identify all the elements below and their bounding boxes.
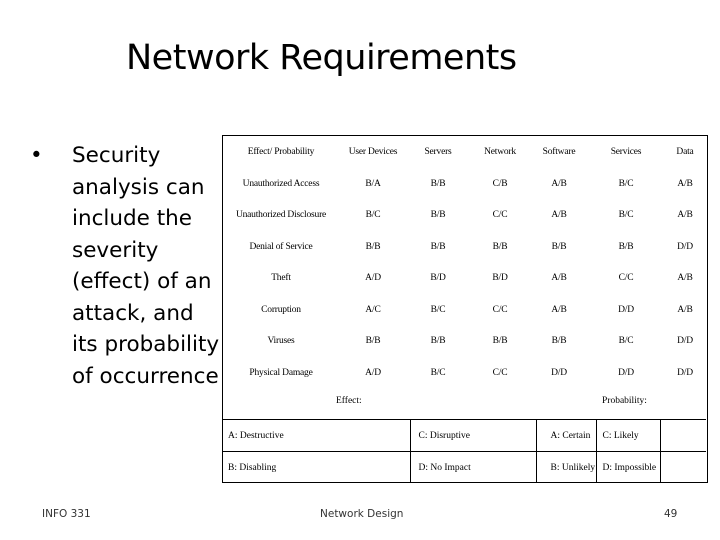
table-cell: A/B [677, 210, 693, 221]
effect-item: B: Disabling [222, 452, 410, 484]
probability-item: B: Unlikely [536, 452, 596, 484]
table-row [222, 168, 706, 200]
table-cell: C/C [492, 210, 508, 221]
table-cell: B/D [430, 273, 446, 284]
table-cell: A/B [551, 304, 567, 315]
table-row [222, 231, 706, 263]
table-cell: D/D [618, 304, 634, 315]
table-cell: D/D [551, 367, 567, 378]
table-header-row [222, 135, 706, 168]
bullet-line: analysis can [72, 174, 205, 200]
table-cell: B/C [618, 178, 634, 189]
bullet-symbol: • [30, 143, 43, 168]
table-cell: B/B [430, 178, 446, 189]
probability-item: C: Likely [596, 420, 660, 452]
table-cell: D/D [618, 367, 634, 378]
table-cell: A/B [677, 273, 693, 284]
bullet-line: (effect) of an [72, 269, 212, 294]
table-cell: A/D [365, 367, 381, 378]
header-cell: Services [610, 146, 642, 157]
table-row [222, 294, 706, 326]
footer-course: INFO 331 [42, 508, 91, 520]
legend-empty-cell [660, 452, 706, 484]
table-cell: B/C [430, 367, 446, 378]
header-cell: Data [676, 146, 694, 157]
table-cell: B/B [618, 241, 634, 252]
row-label: Corruption [261, 304, 301, 315]
legend-empty-cell [660, 420, 706, 452]
table-row [222, 326, 706, 358]
bullet-line: include the [72, 206, 193, 231]
table-cell: B/B [430, 241, 446, 252]
table-cell: A/B [677, 304, 693, 315]
table-cell: B/C [365, 210, 381, 221]
probability-heading: Probability: [602, 396, 647, 406]
header-cell: Network [484, 146, 516, 157]
bullet-line: of occurrence [72, 363, 219, 389]
legend-row [222, 452, 706, 484]
table-cell: B/B [492, 241, 508, 252]
table-cell: A/B [677, 178, 693, 189]
bullet-line: attack, and [72, 300, 194, 326]
legend-header-row [222, 383, 706, 420]
header-cell: User Devices [348, 146, 398, 157]
table-cell: B/B [551, 336, 567, 347]
legend-table [222, 383, 706, 483]
table-cell: B/C [618, 210, 634, 221]
table-cell: A/B [551, 210, 567, 221]
row-label: Theft [271, 273, 291, 284]
table-cell: C/C [492, 304, 508, 315]
probability-item: A: Certain [536, 420, 596, 452]
table-cell: A/B [551, 178, 567, 189]
footer-subject: Network Design [320, 508, 404, 520]
table-cell: B/C [430, 304, 446, 315]
table-cell: D/D [677, 336, 693, 347]
effect-item: D: No Impact [410, 452, 536, 484]
table-cell: B/B [430, 336, 446, 347]
effect-heading: Effect: [336, 396, 362, 406]
slide-title: Network Requirements [126, 38, 517, 78]
row-label: Denial of Service [249, 241, 313, 252]
legend-row [222, 420, 706, 452]
bullet-point [30, 140, 220, 392]
table-cell: B/B [365, 336, 381, 347]
header-cell: Effect/ Probability [247, 146, 315, 157]
row-label: Viruses [267, 336, 295, 347]
header-cell: Servers [424, 146, 452, 157]
bullet-line: its probability [72, 332, 220, 357]
row-label: Physical Damage [249, 367, 313, 378]
bullet-line: Security [72, 143, 161, 168]
table-row [222, 200, 706, 232]
footer-page-number: 49 [664, 508, 678, 520]
row-label: Unauthorized Access [242, 178, 320, 189]
table-cell: D/D [677, 367, 693, 378]
table-cell: C/B [492, 178, 508, 189]
table-cell: B/D [492, 273, 508, 284]
table-cell: B/B [365, 241, 381, 252]
table-cell: D/D [677, 241, 693, 252]
table-cell: A/D [365, 273, 381, 284]
table-cell: A/C [365, 304, 381, 315]
table-cell: B/B [551, 241, 567, 252]
table-cell: C/C [492, 367, 508, 378]
table-cell: A/B [551, 273, 567, 284]
table-cell: B/B [492, 336, 508, 347]
effect-item: A: Destructive [222, 420, 410, 452]
security-requirements-table [222, 135, 706, 389]
effect-item: C: Disruptive [410, 420, 536, 452]
probability-item: D: Impossible [596, 452, 660, 484]
row-label: Unauthorized Disclosure [235, 210, 327, 221]
table-cell: B/C [618, 336, 634, 347]
table-cell: C/C [618, 273, 634, 284]
bullet-line: severity [72, 237, 159, 263]
table-cell: B/A [365, 178, 381, 189]
table-row [222, 263, 706, 295]
table-cell: B/B [430, 210, 446, 221]
header-cell: Software [542, 146, 576, 157]
